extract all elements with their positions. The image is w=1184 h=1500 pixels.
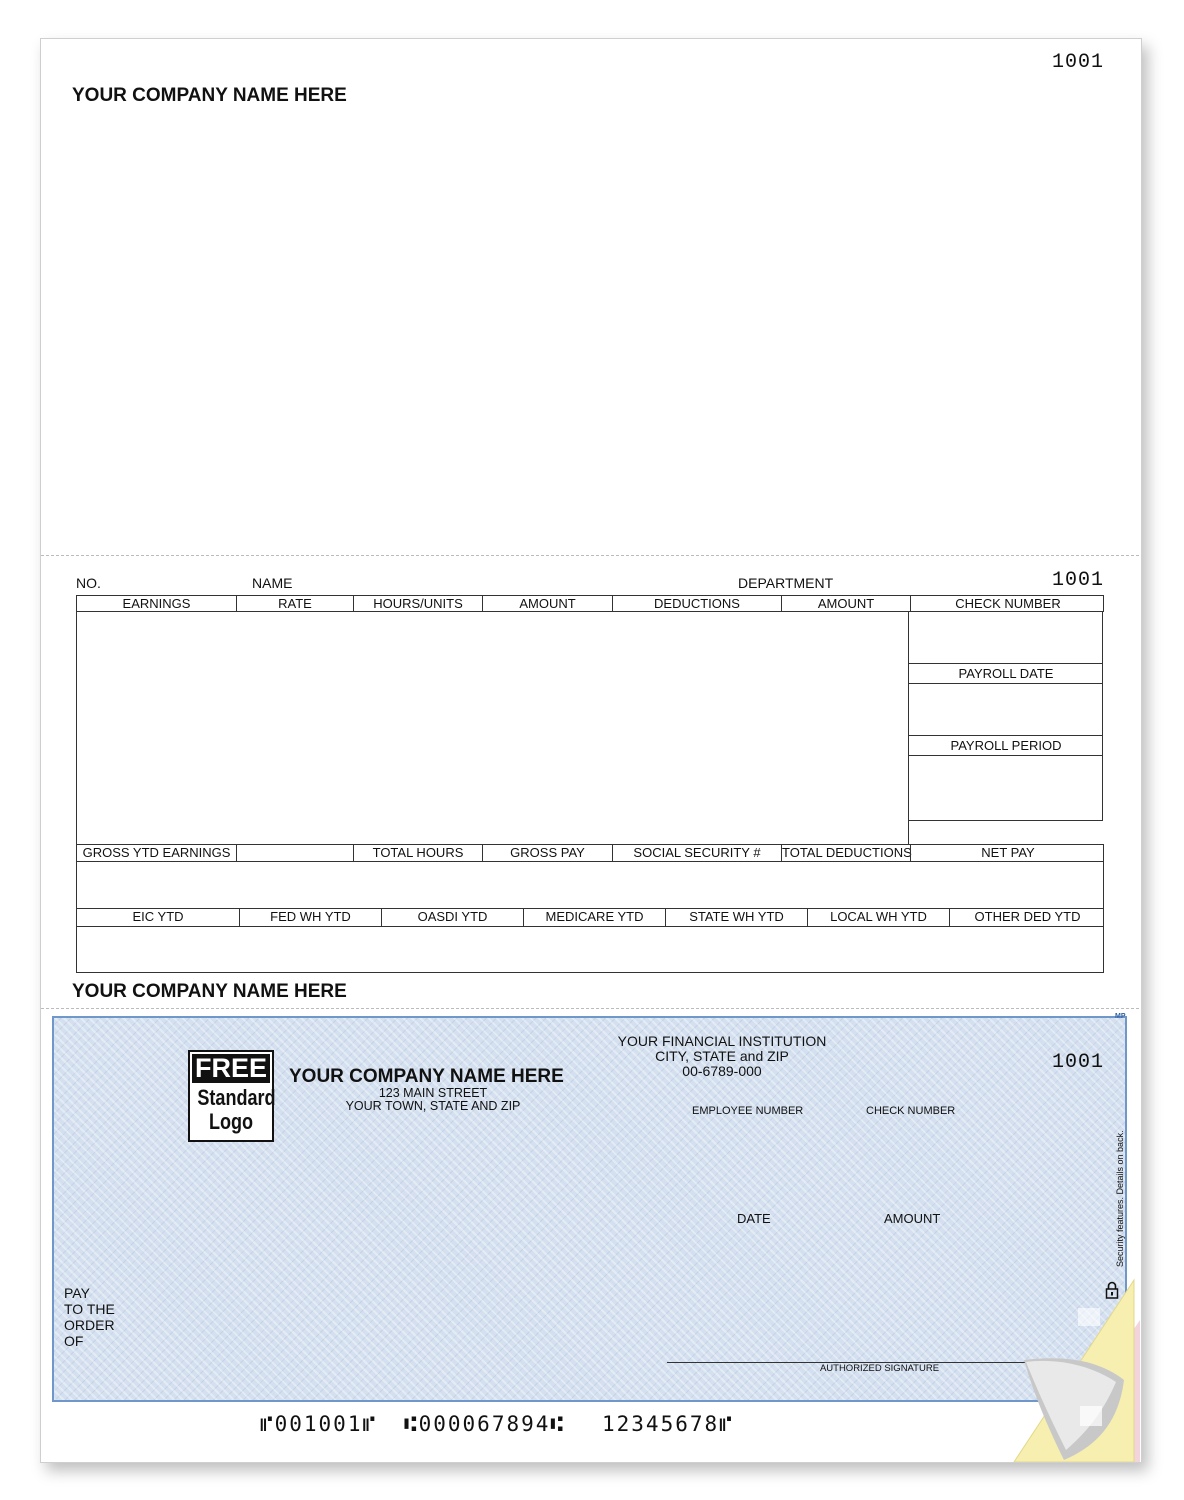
- payroll-date-label: PAYROLL DATE: [958, 666, 1054, 681]
- pay-line4: OF: [64, 1333, 84, 1349]
- header-total-hours: TOTAL HOURS: [353, 845, 482, 861]
- perforation-line: [41, 555, 1139, 556]
- date-label: DATE: [737, 1211, 771, 1226]
- pay-line2: TO THE: [64, 1301, 115, 1317]
- header-rate: RATE: [236, 596, 353, 611]
- header-local-wh-ytd: LOCAL WH YTD: [807, 909, 949, 926]
- pay-line3: ORDER: [64, 1317, 115, 1333]
- mp-mark: MP: [1115, 1013, 1126, 1020]
- check-company-name: YOUR COMPANY NAME HERE: [289, 1066, 564, 1087]
- header-state-wh-ytd: STATE WH YTD: [665, 909, 807, 926]
- header-net-pay: NET PAY: [910, 845, 1105, 861]
- bank-info: [612, 1034, 832, 1079]
- employee-number-label: EMPLOYEE NUMBER: [692, 1105, 804, 1117]
- header-other-ded-ytd: OTHER DED YTD: [949, 909, 1105, 926]
- address-line1: 123 MAIN STREET: [378, 1086, 488, 1100]
- body-left-border: [76, 611, 77, 844]
- header-earnings: EARNINGS: [122, 596, 191, 611]
- header-medicare-ytd: MEDICARE YTD: [523, 909, 665, 926]
- company-address: [289, 1087, 577, 1113]
- micr-routing-number: ⑆000067894⑆: [404, 1412, 565, 1436]
- name-label: NAME: [252, 575, 293, 591]
- logo-standard-text: [197, 1085, 276, 1134]
- header-gross-ytd-earnings: GROSS YTD EARNINGS: [82, 845, 231, 860]
- header-check-number: CHECK NUMBER: [910, 596, 1105, 611]
- check-number: 1001: [1052, 1051, 1105, 1074]
- ytd-value-row: [76, 926, 1104, 973]
- micr-account-number: 12345678⑈: [602, 1412, 734, 1436]
- logo-line2: Logo: [208, 1109, 254, 1134]
- amount-label: AMOUNT: [884, 1211, 941, 1226]
- body-divider: [908, 611, 909, 844]
- security-features-text: Security features. Details on back.: [1115, 1130, 1125, 1267]
- header-oasdi-ytd: OASDI YTD: [381, 909, 523, 926]
- bank-city: CITY, STATE and ZIP: [655, 1048, 789, 1064]
- header-gross-pay: GROSS PAY: [482, 845, 612, 861]
- header-blank: [236, 845, 353, 861]
- header-social-security: SOCIAL SECURITY #: [612, 845, 781, 861]
- rule: [908, 735, 1103, 736]
- perforation-line: [41, 1008, 1139, 1009]
- pay-line1: PAY: [64, 1285, 90, 1301]
- top-stub-check-number: 1001: [1052, 51, 1105, 74]
- header-eic-ytd: EIC YTD: [132, 909, 184, 924]
- earnings-header-row: [76, 595, 1104, 612]
- bank-name: YOUR FINANCIAL INSTITUTION: [617, 1033, 827, 1049]
- rule: [908, 683, 1103, 684]
- page-curl: [1004, 1260, 1184, 1462]
- no-label: NO.: [76, 575, 101, 591]
- rule: [908, 820, 1103, 821]
- ytd-header-row: [76, 908, 1104, 927]
- authorized-signature-label: AUTHORIZED SIGNATURE: [819, 1363, 940, 1374]
- body-right-border: [1102, 611, 1103, 821]
- logo-line1: Standard: [197, 1085, 276, 1110]
- totals-header-row: [76, 844, 1104, 862]
- header-deduction-amount: AMOUNT: [781, 596, 910, 611]
- bank-fraction: 00-6789-000: [682, 1063, 762, 1079]
- totals-value-row: [76, 861, 1104, 909]
- stub-company-name: YOUR COMPANY NAME HERE: [72, 981, 347, 1002]
- header-deductions: DEDUCTIONS: [612, 596, 781, 611]
- pay-to-the-order-of: [64, 1285, 115, 1349]
- stub-check-number: 1001: [1052, 569, 1105, 592]
- top-stub-company-name: YOUR COMPANY NAME HERE: [72, 85, 347, 106]
- logo-free-text: FREE: [192, 1054, 270, 1083]
- department-label: DEPARTMENT: [738, 575, 834, 591]
- rule: [908, 663, 1103, 664]
- standard-logo: [188, 1050, 274, 1142]
- header-hours-units: HOURS/UNITS: [353, 596, 482, 611]
- rule: [908, 755, 1103, 756]
- check-number-label: CHECK NUMBER: [866, 1105, 956, 1117]
- header-fed-wh-ytd: FED WH YTD: [239, 909, 381, 926]
- address-line2: YOUR TOWN, STATE AND ZIP: [345, 1099, 521, 1113]
- micr-check-number: ⑈001001⑈: [260, 1412, 378, 1436]
- payroll-period-label: PAYROLL PERIOD: [950, 738, 1062, 753]
- header-amount: AMOUNT: [482, 596, 612, 611]
- header-total-deductions: TOTAL DEDUCTIONS: [782, 845, 912, 860]
